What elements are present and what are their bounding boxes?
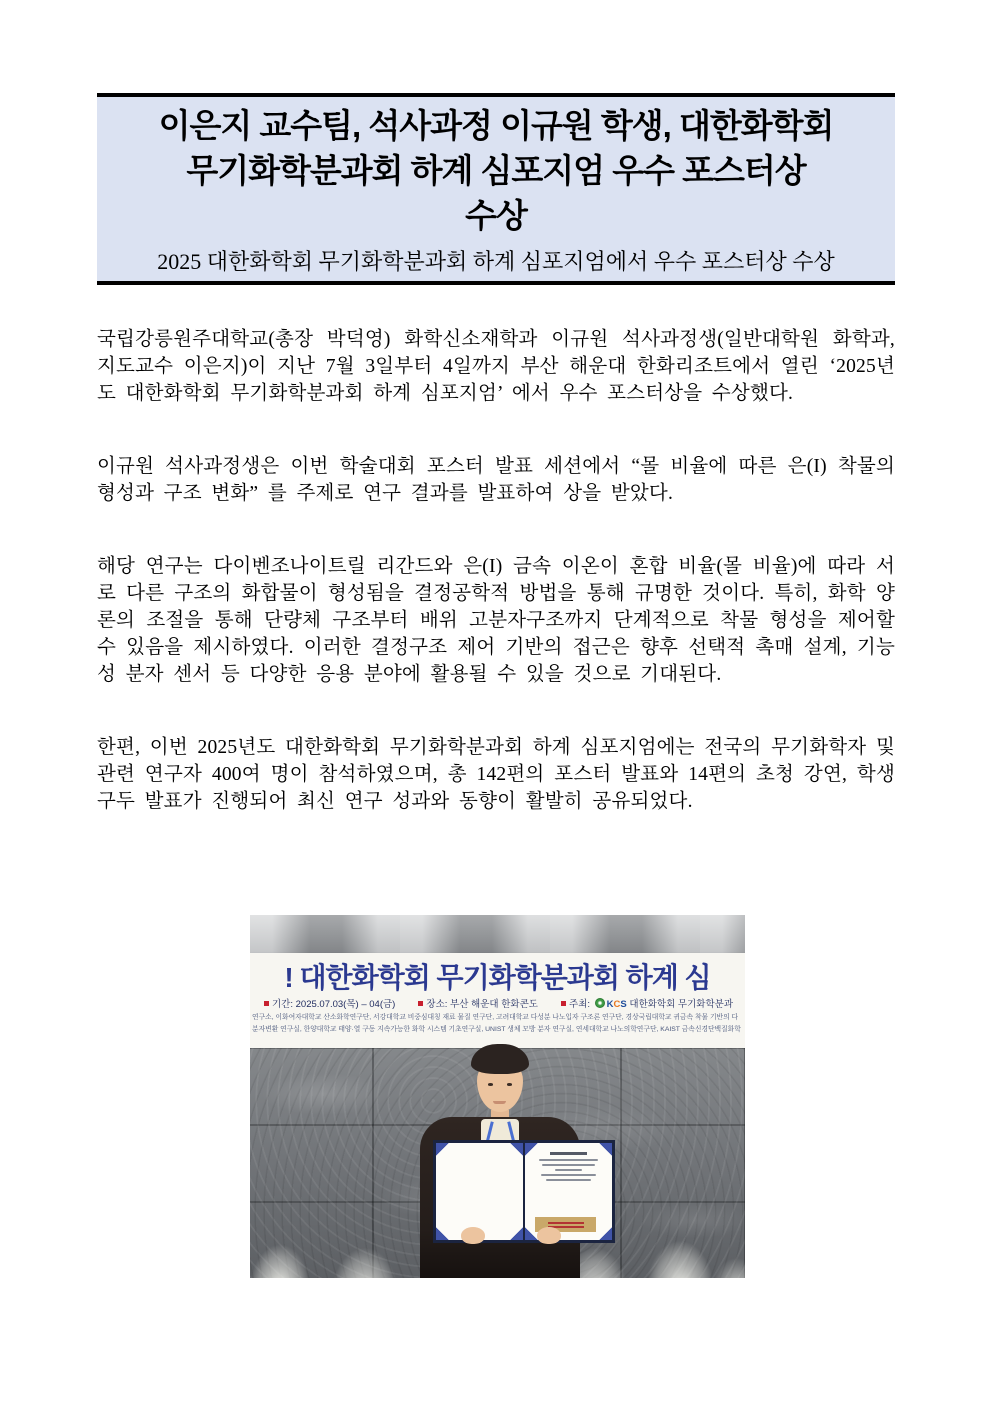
certificate-left-page: [436, 1143, 523, 1240]
kcs-logo-icon: [595, 998, 605, 1008]
certificate-title-line: [550, 1152, 587, 1155]
paragraph-symposium: 한편, 이번 2025년도 대한화학회 무기화학분과회 하계 심포지엄에는 전국의 무기화학자 및 관련 연구자 400여 명이 참석하였으며, 총 142편의 포스터 발표와 14편의 초청 강연, 학생 구두 발표가 진행되어 최신 연구 성과와 동향이 활발히 공유되었다.: [97, 737, 895, 812]
certificate-text-line: [542, 1164, 594, 1166]
title-line-2: 무기화학분과회 하계 심포지엄 우수 포스터상: [186, 152, 806, 189]
certificate-text-line: [555, 1169, 581, 1171]
title-banner: [97, 93, 895, 285]
person-hand: [461, 1227, 485, 1244]
banner-fine-print-line: 분자변환 연구실, 한양대학교 태양·열 구동 지속가능한 화학 시스템 기초연구실, UNIST 생체 모방 분자 연구실, 연세대학교 나노의학연구단, KAIST 금속신경단백질화학: [252, 1026, 741, 1033]
banner-fine-print-line: 연구소, 이화여자대학교 산소화학연구단, 서강대학교 비중심대칭 재료 물질 연구단, 고려대학교 다성분 나노입자 구조론 연구단, 경상국립대학교 귀금속 착물 기반의 다: [252, 1014, 739, 1021]
red-square-bullet-icon: [561, 1001, 566, 1006]
person-hand: [537, 1227, 561, 1244]
banner-title: ! 대한화학회 무기화학분과회 하계 심: [284, 962, 711, 993]
award-certificate: [433, 1140, 615, 1243]
award-photo: [250, 915, 745, 1278]
title-line-3: 수상: [465, 197, 527, 234]
banner-period: 기간: 2025.07.03(목) – 04(금): [264, 998, 395, 1011]
person-mouth: [493, 1101, 506, 1104]
article-body: [97, 326, 895, 861]
banner-venue: 장소: 부산 해운대 한화콘도: [418, 998, 538, 1011]
certificate-right-page: [525, 1143, 612, 1240]
person-eye: [488, 1083, 493, 1086]
paragraph-award: 국립강릉원주대학교(총장 박덕영) 화학신소재학과 이규원 석사과정생(일반대학원 화학과, 지도교수 이은지)이 지난 7월 3일부터 4일까지 부산 해운대 한화리조트에서 열린 ‘2025년도 대한화학회 무기화학분과회 하계 심포지엄’ 에서 우수 포스터상을 수상했다.: [97, 329, 895, 404]
certificate-text-line: [539, 1159, 598, 1161]
page-title: [97, 103, 895, 238]
banner-info-row: [250, 995, 745, 1011]
certificate-text-line: [541, 1174, 597, 1176]
red-square-bullet-icon: [264, 1001, 269, 1006]
photo-ceiling: [250, 915, 745, 953]
paragraph-research: 해당 연구는 다이벤조나이트릴 리간드와 은(I) 금속 이온이 혼합 비율(몰 비율)에 따라 서로 다른 구조의 화합물이 형성됨을 결정공학적 방법을 통해 규명한 것이다. 특히, 화학 양론의 조절을 통해 단량체 구조부터 배위 고분자구조까지 단계적으로 착물 형성을 제어할 수 있음을 제시하였다. 이러한 결정구조 제어 기반의 접근은 향후 선택적 촉매 설계, 기능성 분자 센서 등 다양한 응용 분야에 활용될 수 있을 것으로 기대된다.: [97, 556, 895, 685]
person-eye: [507, 1083, 512, 1086]
page-subtitle: 2025 대한화학회 무기화학분과회 하계 심포지엄에서 우수 포스터상 수상: [157, 249, 835, 274]
certificate-text-line: [546, 1179, 591, 1181]
paragraph-presentation: 이규원 석사과정생은 이번 학술대회 포스터 발표 세션에서 “몰 비율에 따른 은(I) 착물의 형성과 구조 변화” 를 주제로 연구 결과를 발표하여 상을 받았다.: [97, 456, 895, 504]
title-line-1: 이은지 교수팀, 석사과정 이규원 학생, 대한화학회: [158, 107, 834, 144]
symposium-banner: [250, 953, 745, 1048]
person-hair: [471, 1044, 529, 1074]
red-square-bullet-icon: [418, 1001, 423, 1006]
banner-host: 주최: KCS 대한화학회 무기화학분과: [561, 998, 733, 1011]
